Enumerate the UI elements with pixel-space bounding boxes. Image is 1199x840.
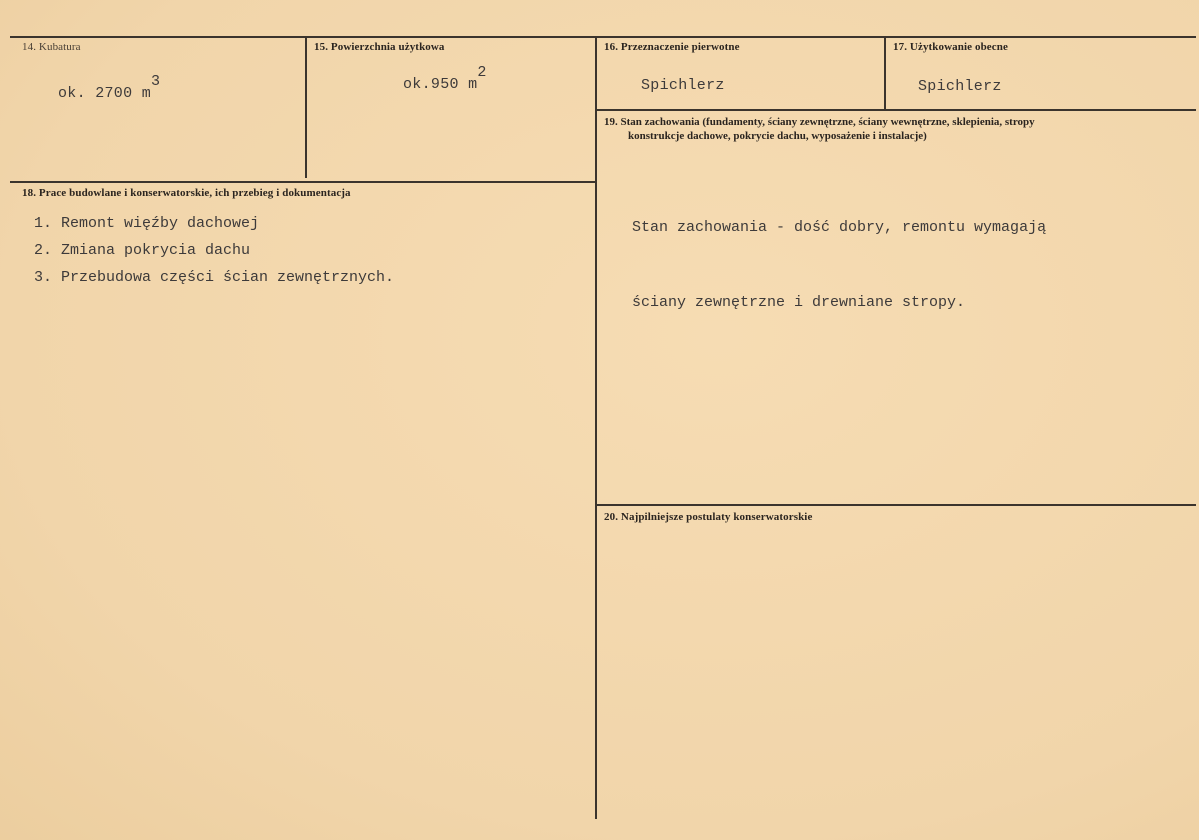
field-15-num: 15. — [314, 41, 329, 53]
field-14-value — [58, 73, 161, 102]
center-divider — [595, 36, 597, 819]
field-20-title: Najpilniejsze postulaty konserwatorskie — [620, 511, 813, 523]
field-16-title: Przeznaczenie pierwotne — [620, 41, 740, 53]
field-17-num: 17. — [893, 41, 908, 53]
field-15-label — [314, 41, 445, 53]
field-18-title: Prace budowlane i konserwatorskie, ich przebieg i dokumentacja — [38, 187, 351, 199]
divider-14-15 — [305, 36, 307, 178]
field-18-item-2: 2. Zmiana pokrycia dachu — [34, 242, 251, 259]
field-19-title-1: Stan zachowania (fundamenty, ściany zewnętrzne, ściany wewnętrzne, sklepienia, stropy — [620, 116, 1035, 128]
field-19-label-line2: konstrukcje dachowe, pokrycie dachu, wyposażenie i instalacje) — [628, 130, 927, 142]
field-19-text-line2: ściany zewnętrzne i drewniane stropy. — [632, 294, 966, 311]
field-16-value: Spichlerz — [641, 77, 725, 94]
field-14-title: Kubatura — [38, 41, 81, 53]
field-17-value: Spichlerz — [918, 78, 1002, 95]
rule-under-16-17 — [596, 109, 1196, 111]
field-20-num: 20. — [604, 511, 619, 523]
field-16-label — [604, 41, 740, 53]
field-18-num: 18. — [22, 187, 37, 199]
field-19-text — [632, 165, 1046, 365]
field-14-label — [22, 41, 81, 53]
field-19-label — [604, 115, 1169, 143]
field-18-item-3: 3. Przebudowa części ścian zewnętrznych. — [34, 269, 395, 286]
field-19-num: 19. — [604, 116, 618, 128]
field-14-value-sup: 3 — [151, 73, 161, 90]
field-15-value — [403, 64, 487, 93]
field-15-title: Powierzchnia użytkowa — [330, 41, 445, 53]
field-17-label — [893, 41, 1008, 53]
rule-under-14-15 — [10, 181, 596, 183]
top-rule — [10, 36, 1196, 38]
field-19-text-line1: Stan zachowania - dość dobry, remontu wymagają — [632, 219, 1047, 236]
field-18-item-1: 1. Remont więźby dachowej — [34, 215, 260, 232]
field-15-value-sup: 2 — [477, 64, 487, 81]
field-14-value-text: ok. 2700 m — [58, 85, 152, 102]
field-20-label — [604, 511, 812, 523]
rule-under-19 — [596, 504, 1196, 506]
field-19-label-line1 — [604, 115, 1169, 129]
field-18-label — [22, 187, 351, 199]
field-17-title: Użytkowanie obecne — [909, 41, 1008, 53]
divider-16-17 — [884, 36, 886, 109]
field-14-num: 14. — [22, 41, 37, 53]
field-15-value-text: ok.950 m — [403, 76, 478, 93]
field-16-num: 16. — [604, 41, 619, 53]
